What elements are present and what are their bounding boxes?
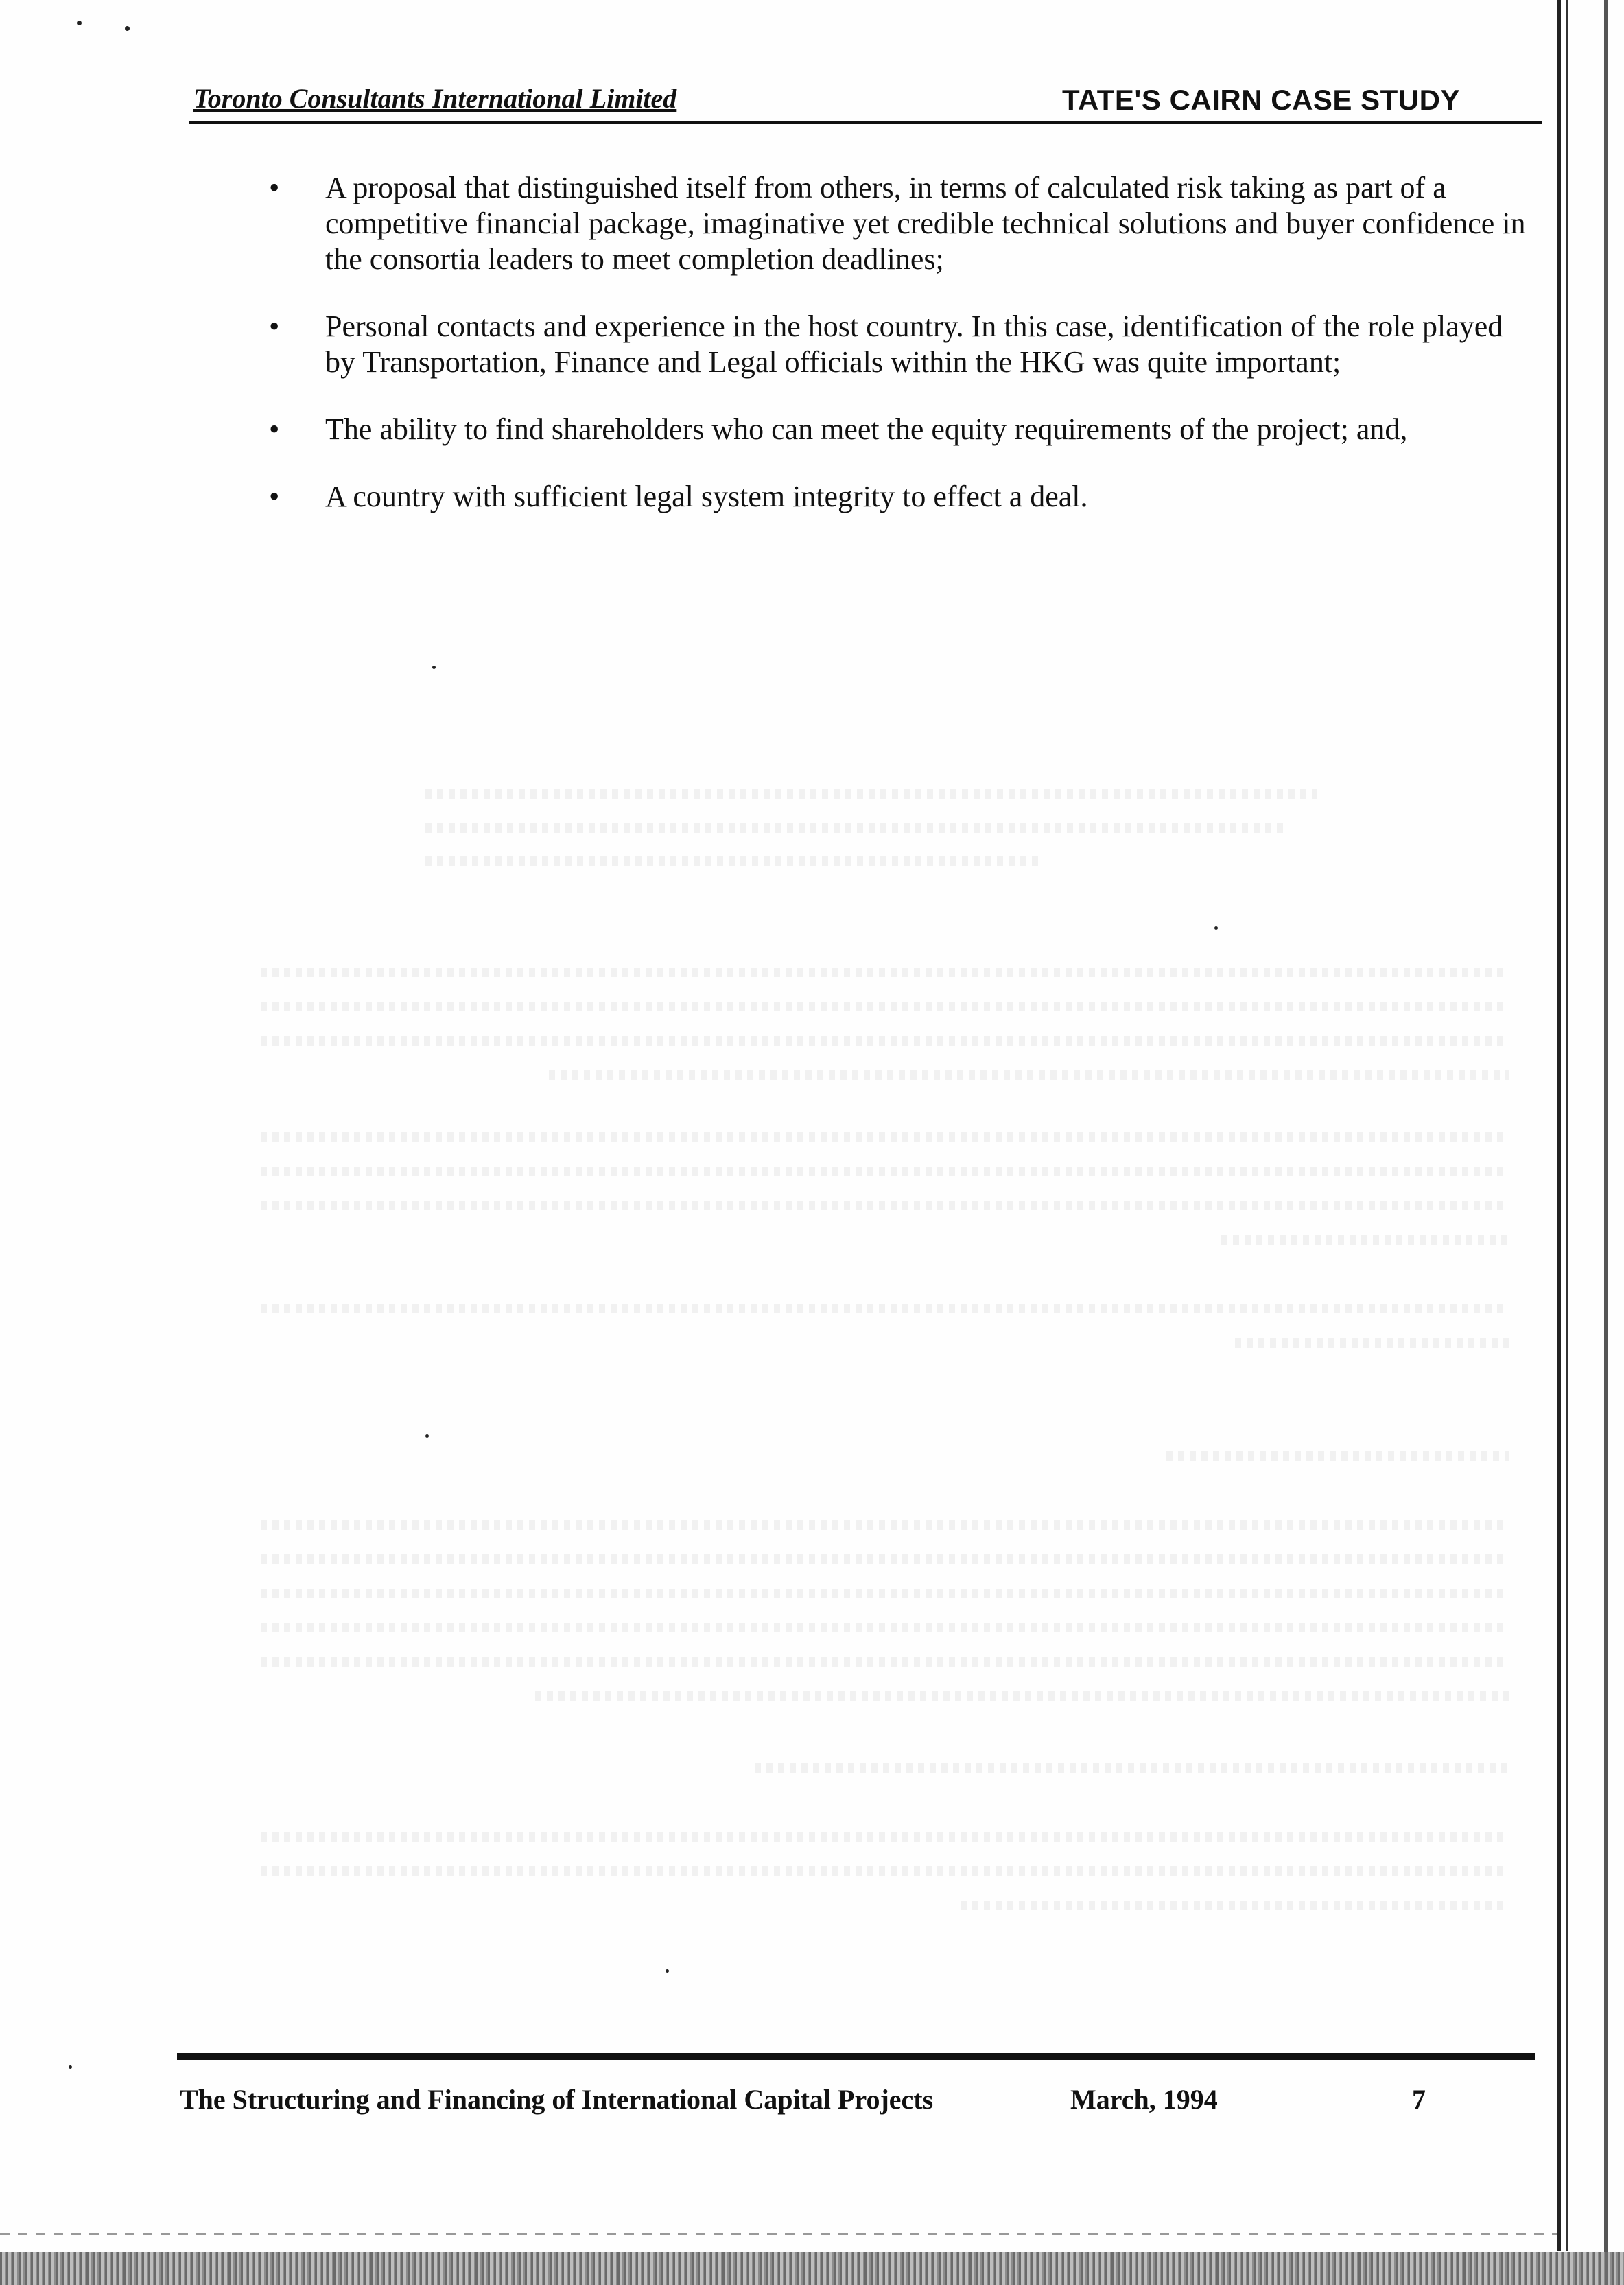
- scan-speck: [1214, 926, 1218, 930]
- scan-speck: [666, 1969, 669, 1973]
- bullet-icon: •: [269, 412, 280, 446]
- scan-speck: [69, 2065, 72, 2069]
- scan-speck: [77, 21, 82, 25]
- book-binding-edge: [1556, 0, 1624, 2285]
- scan-speck: [125, 26, 130, 31]
- scan-edge-dashes: [0, 2233, 1557, 2235]
- bullet-text: A country with sufficient legal system integrity to effect a deal.: [325, 480, 1088, 513]
- footer-rule: [177, 2053, 1535, 2060]
- scan-bottom-edge: [0, 2252, 1624, 2285]
- bullet-icon: •: [269, 480, 280, 513]
- bullet-text: Personal contacts and experience in the host country. In this case, identification of the role played by Transportation, Finance and Legal officials within the HKG was quite important;: [325, 309, 1503, 379]
- page-number: 7: [1412, 2084, 1426, 2115]
- bullet-icon: •: [269, 309, 280, 343]
- bullet-item: [261, 309, 1537, 380]
- bullet-icon: •: [269, 171, 280, 204]
- scan-speck: [432, 666, 436, 669]
- header-rule: [189, 121, 1542, 124]
- scan-speck: [425, 1434, 429, 1438]
- bullet-list: [261, 170, 1537, 546]
- footer-title: The Structuring and Financing of International Capital Projects: [180, 2084, 934, 2115]
- footer-date: March, 1994: [1070, 2084, 1218, 2115]
- bullet-item: [261, 412, 1537, 447]
- header-title: TATE'S CAIRN CASE STUDY: [1062, 84, 1460, 116]
- bullet-text: A proposal that distinguished itself from others, in terms of calculated risk taking as part of a competitive financial package, imaginative yet credible technical solutions and buyer confidence in the consortia leaders to meet completion deadlines;: [325, 171, 1526, 276]
- bullet-item: [261, 479, 1537, 515]
- header-organization: Toronto Consultants International Limited: [193, 83, 677, 114]
- bullet-item: [261, 170, 1537, 277]
- bullet-text: The ability to find shareholders who can meet the equity requirements of the project; and,: [325, 412, 1408, 446]
